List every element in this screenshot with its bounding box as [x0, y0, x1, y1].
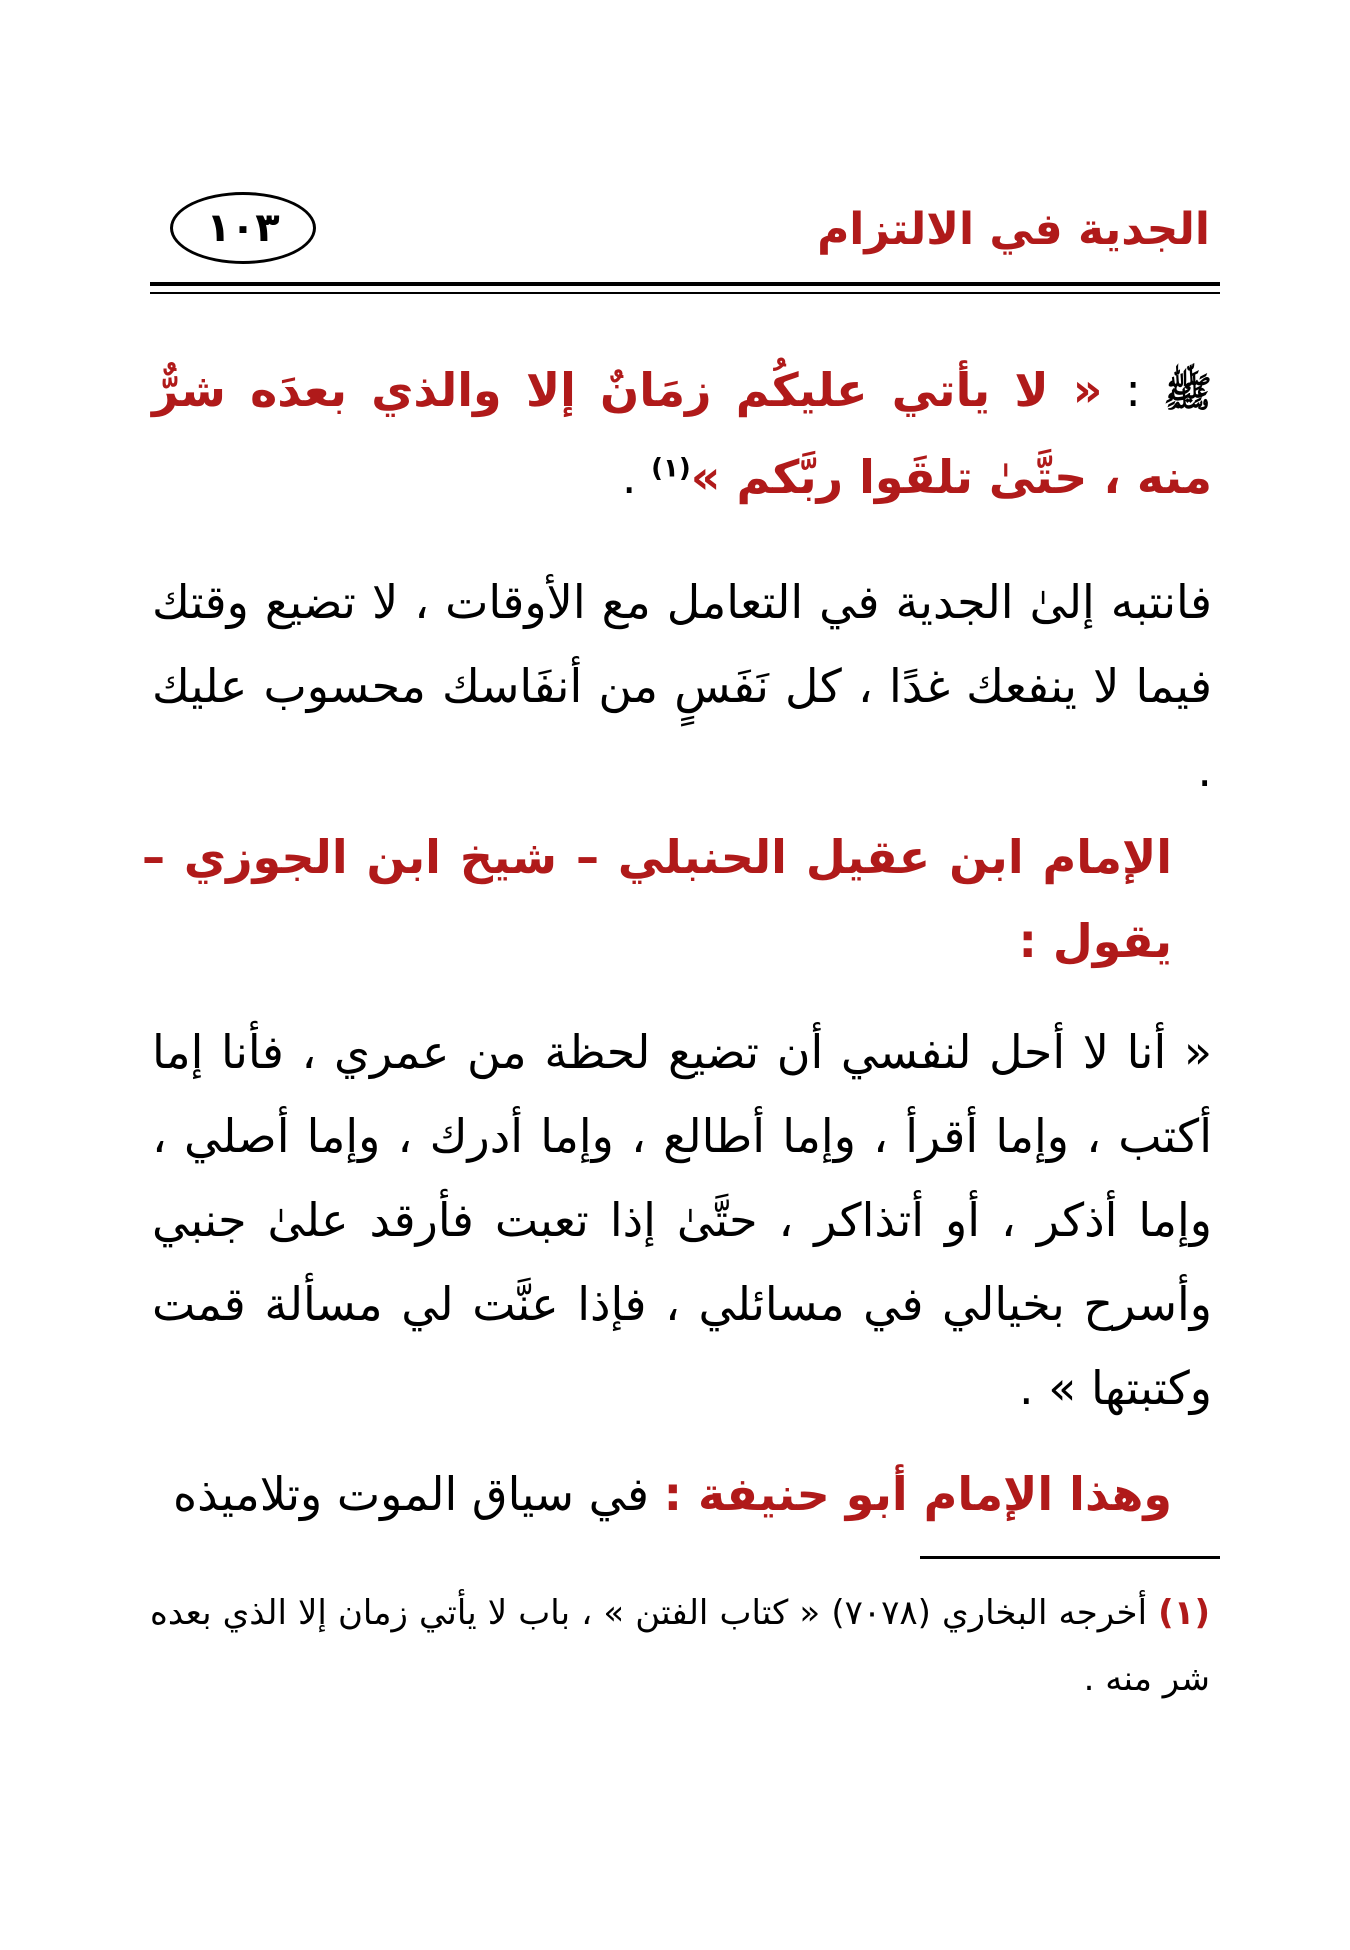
section-heading: الإمام ابن عقيل الحنبلي – شيخ ابن الجوزي – يقول :	[142, 830, 1172, 968]
footnote-reference: (١)	[651, 453, 691, 484]
paragraph-3	[142, 1452, 1172, 1536]
paragraph-3-rest: في سياق الموت وتلاميذه	[173, 1467, 664, 1521]
hadith-end: .	[621, 450, 652, 504]
header-rule-thin	[150, 292, 1220, 294]
footnote-number: (١)	[1158, 1593, 1210, 1633]
footnote-separator	[920, 1556, 1220, 1559]
paragraph-1: فانتبه إلىٰ الجدية في التعامل مع الأوقات ، لا تضيع وقتك فيما لا ينفعك غدًا ، كل نَفَسٍ من أنفَاسك محسوب عليك .	[152, 575, 1212, 797]
hadith-colon: :	[1102, 363, 1164, 417]
header-rule-thick	[150, 282, 1220, 286]
salutation-symbol: ﷺ	[1163, 370, 1212, 416]
paragraph-3-lead: وهذا الإمام أبو حنيفة :	[663, 1467, 1172, 1521]
hadith-text: « لا يأتي عليكُم زمَانٌ إلا والذي بعدَه شرٌّ منه ، حتَّىٰ تلقَوا ربَّكم »	[152, 363, 1212, 504]
footnote-text: أخرجه البخاري (٧٠٧٨) « كتاب الفتن » ، باب لا يأتي زمان إلا الذي بعده شر منه .	[150, 1593, 1210, 1699]
hadith-quote	[152, 348, 1212, 519]
page-number-badge: ١٠٣	[170, 192, 316, 264]
paragraph-2: « أنا لا أحل لنفسي أن تضيع لحظة من عمري ، فأنا إما أكتب ، وإما أقرأ ، وإما أطالع ، وإما أدرك ، وإما أصلي ، وإما أذكر ، أو أتذاكر ، حتَّىٰ إذا تعبت فأرقد علىٰ جنبي وأسرح بخيالي في مسائلي ، فإذا عنَّت لي مسألة قمت وكتبتها » .	[152, 1025, 1212, 1415]
running-header-title: الجدية في الالتزام	[817, 204, 1210, 255]
footnote	[150, 1580, 1210, 1712]
